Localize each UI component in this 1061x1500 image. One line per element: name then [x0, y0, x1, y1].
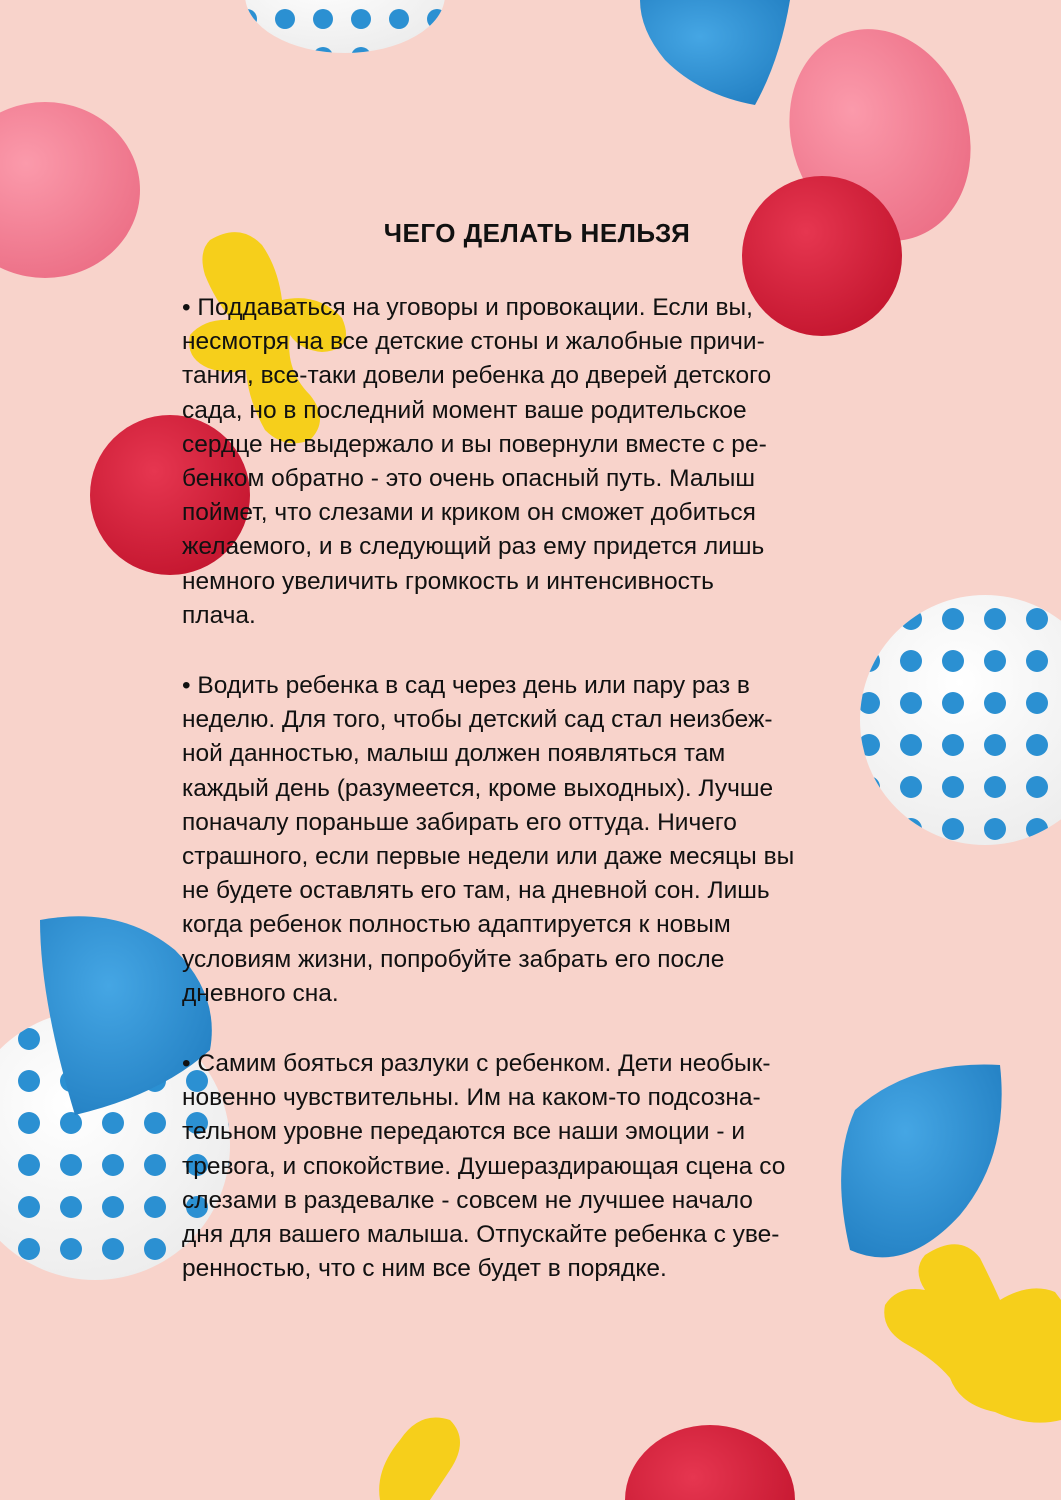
red-clay-blob-bottom [625, 1425, 795, 1500]
paragraph-1: • Поддаваться на уговоры и провокации. Если вы, несмотря на все детские стоны и жалобные причи- тания, все-таки довели ребенка до дверей детского сада, но в последний момент ваше родительское сердце не выдержало и вы повернули вместе с ре- бенком обратно - это очень опасный путь. Малыш поймет, что слезами и криком он сможет добиться желаемого, и в следующий раз ему придется лишь немного увеличить громкость и интенсивность плача. [182, 294, 772, 629]
dotted-clay-right [860, 595, 1061, 845]
pink-clay-blob-left [0, 102, 140, 278]
page-title: ЧЕГО ДЕЛАТЬ НЕЛЬЗЯ [383, 218, 691, 248]
yellow-clay-squiggle-right [884, 1244, 1061, 1422]
dotted-clay-top [245, 0, 445, 53]
blue-clay-leaf-top [640, 0, 790, 105]
yellow-clay-squiggle-bottom [379, 1418, 460, 1500]
paragraph-3: • Самим бояться разлуки с ребенком. Дети необык- новенно чувствительны. Им на каком-то подсозна- тельном уровне передаются все наши эмоции - и тревога, и спокойствие. Душераздирающая сцена со слезами в раздевалке - совсем не лучшее начало дня для вашего малыша. Отпускайте ребенка с уве- ренностью, что с ним все будет в порядке. [182, 1050, 786, 1283]
main-content [182, 218, 882, 1322]
paragraph-2: • Водить ребенка в сад через день или пару раз в неделю. Для того, чтобы детский сад стал неизбеж- ной данностью, малыш должен появляться там каждый день (разумеется, кроме выходных). Лучше поначалу пораньше забирать его оттуда. Ничего страшного, если первые недели или даже месяцы вы не будете оставлять его там, на дневной сон. Лишь когда ребенок полностью адаптируется к новым условиям жизни, попробуйте забрать его после дневного сна. [182, 672, 795, 1007]
